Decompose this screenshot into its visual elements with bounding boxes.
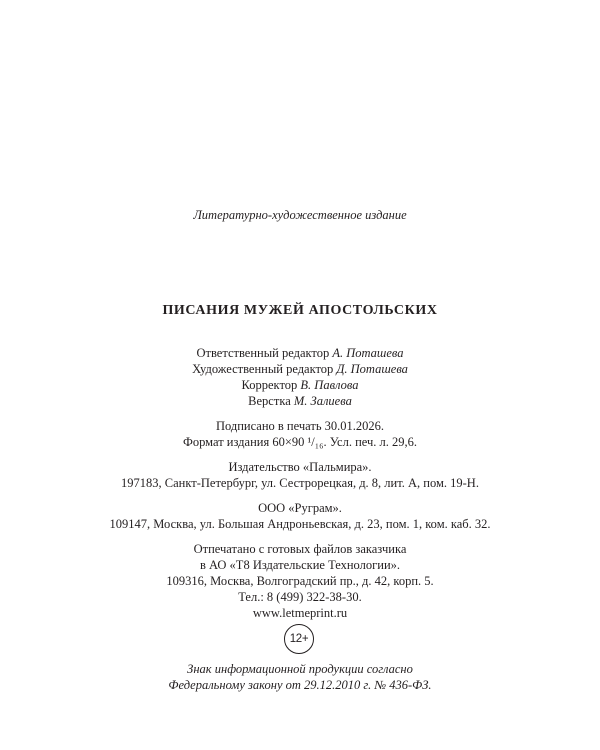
print-signed: Подписано в печать 30.01.2026. [215, 419, 385, 433]
edition-type: Литературно-художественное издание [193, 208, 407, 222]
print-format: Формат издания 60×90 ¹/₁₆. Усл. печ. л. 29,6. [182, 435, 418, 449]
printer-line-1: Отпечатано с готовых файлов заказчика [193, 542, 407, 556]
credit-person: Д. Поташева [336, 362, 408, 376]
credit-role: Художественный редактор [192, 362, 334, 376]
law-notice-line-2: Федеральному закону от 29.12.2010 г. № 436-ФЗ. [168, 678, 432, 692]
credit-proofreader [0, 377, 600, 393]
printer-line-2: в АО «Т8 Издательские Технологии». [199, 558, 401, 572]
printer-website: www.letmeprint.ru [252, 606, 348, 620]
credit-person: В. Павлова [300, 378, 359, 392]
distributor-name: ООО «Руграм». [258, 501, 342, 515]
credit-role: Ответственный редактор [196, 346, 330, 360]
credit-role: Корректор [241, 378, 298, 392]
credit-person: М. Залиева [293, 394, 352, 408]
credit-role: Верстка [248, 394, 291, 408]
printer-address: 109316, Москва, Волгоградский пр., д. 42, корп. 5. [166, 574, 434, 588]
age-rating-badge: 12+ [284, 624, 314, 654]
distributor-address: 109147, Москва, ул. Большая Андроньевская, д. 23, пом. 1, ком. каб. 32. [109, 517, 491, 531]
publisher-address: 197183, Санкт-Петербург, ул. Сестрорецкая, д. 8, лит. А, пом. 19-Н. [121, 476, 479, 490]
printer-phone: Тел.: 8 (499) 322-38-30. [238, 590, 362, 604]
law-notice-line-1: Знак информационной продукции согласно [187, 662, 413, 676]
credit-person: А. Поташева [332, 346, 404, 360]
credit-editor [0, 345, 600, 361]
book-title: ПИСАНИЯ МУЖЕЙ АПОСТОЛЬСКИХ [162, 303, 438, 318]
publisher-name: Издательство «Пальмира». [228, 460, 372, 474]
credit-art-editor [0, 361, 600, 377]
credit-layout [0, 393, 600, 409]
